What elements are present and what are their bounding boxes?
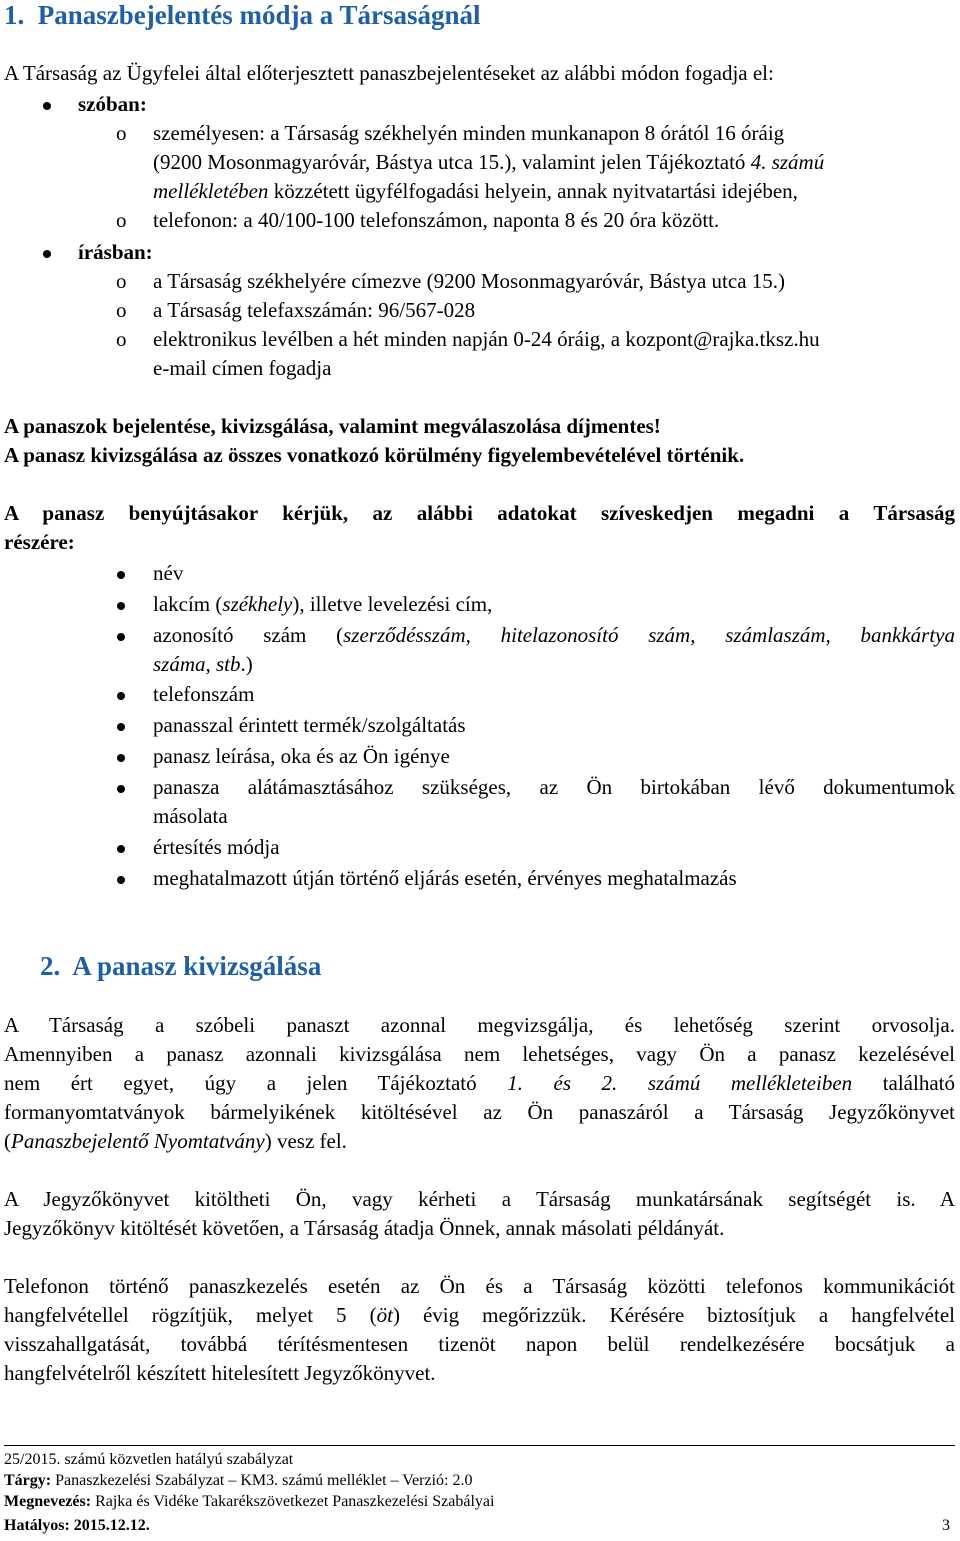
free-of-charge-statement: A panaszok bejelentése, kivizsgálása, valamint megválaszolása díjmentes! [4,414,661,438]
paragraph3-line1: Telefonon történő panaszkezelés esetén az Ön és a Társaság közötti telefonos kommunikációt [4,1274,955,1298]
footer-effective-date: Hatályos: 2015.12.12. [4,1517,150,1534]
list-item-authorization: meghatalmazott útján történő eljárás esetén, érvényes meghatalmazás [153,866,737,890]
written-item3-line2: e-mail címen fogadja [153,356,332,380]
circle-bullet-icon: o [116,327,127,351]
oral-item1-line2: (9200 Mosonmagyaróvár, Bástya utca 15.), valamint jelen Tájékoztató 4. számú [153,150,825,174]
list-item-address: lakcím (székhely), illetve levelezési cím, [153,592,493,616]
list-item-phone: telefonszám [153,682,255,706]
list-item-name: név [153,561,184,585]
oral-item2: telefonon: a 40/100-100 telefonszámon, naponta 8 és 20 óra között. [153,208,720,232]
list-item-notification: értesítés módja [153,835,280,859]
bullet-icon [117,602,125,610]
written-item3-line1: elektronikus levélben a hét minden napján 0-24 óráig, a kozpont@rajka.tksz.hu [153,327,820,351]
paragraph1-line4: formanyomtatványok bármelyikének kitöltésével az Ön panaszáról a Társaság Jegyzőkönyvet [4,1100,955,1124]
page-number: 3 [942,1517,950,1534]
bullet-icon [117,876,125,884]
bullet-icon [117,692,125,700]
bullet-icon [117,723,125,731]
bullet-icon [43,250,51,258]
request-line2: részére: [4,530,75,554]
intro-text: A Társaság az Ügyfelei által előterjesztett panaszbejelentéseket az alábbi módon fogadja el: [4,61,774,85]
section1-title: Panaszbejelentés módja a Társaságnál [37,0,481,30]
section2-number: 2. [40,951,61,981]
circle-bullet-icon: o [116,121,127,145]
paragraph1-line3: nem ért egyet, úgy a jelen Tájékoztató 1. és 2. számú mellékleteiben található [4,1071,955,1095]
list-item-id-line2: száma, stb.) [153,652,253,676]
paragraph1-line1: A Társaság a szóbeli panaszt azonnal megvizsgálja, és lehetőség szerint orvosolja. [4,1013,955,1037]
circle-bullet-icon: o [116,269,127,293]
footer-divider [4,1445,955,1446]
section1-heading [4,0,481,31]
written-label: írásban: [78,240,153,264]
paragraph1-line5: (Panaszbejelentő Nyomtatvány) vesz fel. [4,1129,347,1153]
circle-bullet-icon: o [116,208,127,232]
investigation-statement: A panasz kivizsgálása az összes vonatkozó körülmény figyelembevételével történik. [4,443,745,467]
written-item1: a Társaság székhelyére címezve (9200 Mosonmagyaróvár, Bástya utca 15.) [153,269,786,293]
paragraph3-line3: visszahallgatását, továbbá térítésmentesen tizenöt napon belül rendelkezésére bocsátjuk a [4,1332,955,1356]
footer-subject: Tárgy: Panaszkezelési Szabályzat – KM3. számú melléklet – Verzió: 2.0 [4,1472,473,1489]
oral-label: szóban: [78,92,147,116]
paragraph1-line2: Amennyiben a panasz azonnali kivizsgálása nem lehetséges, vagy Ön a panasz kezelésével [4,1042,955,1066]
section2-heading [40,951,321,982]
request-line1: A panasz benyújtásakor kérjük, az alábbi adatokat szíveskedjen megadni a Társaság [4,501,955,525]
list-item-product: panasszal érintett termék/szolgáltatás [153,713,466,737]
bullet-icon [117,785,125,793]
written-item2: a Társaság telefaxszámán: 96/567-028 [153,298,476,322]
circle-bullet-icon: o [116,298,127,322]
list-item-documents-line1: panasza alátámasztásához szükséges, az Ön birtokában lévő dokumentumok [153,775,955,799]
bullet-icon [117,845,125,853]
bullet-icon [117,571,125,579]
section1-number: 1. [4,0,25,30]
paragraph3-line2: hangfelvétellel rögzítjük, melyet 5 (öt) évig megőrizzük. Kérésére biztosítjuk a hangfelvétel [4,1303,955,1327]
footer-name: Megnevezés: Rajka és Vidéke Takarékszövetkezet Panaszkezelési Szabályai [4,1493,495,1510]
oral-item1-line3: mellékletében közzétett ügyfélfogadási helyein, annak nyitvatartási idejében, [153,179,798,203]
paragraph3-line4: hangfelvételről készített hitelesített Jegyzőkönyvet. [4,1361,436,1385]
section2-title: A panasz kivizsgálása [72,951,322,981]
bullet-icon [117,754,125,762]
list-item-documents-line2: másolata [153,804,228,828]
bullet-icon [43,102,51,110]
oral-item1-line1: személyesen: a Társaság székhelyén minden munkanapon 8 órától 16 óráig [153,121,785,145]
footer-regulation: 25/2015. számú közvetlen hatályú szabályzat [4,1451,294,1468]
bullet-icon [117,633,125,641]
paragraph2-line2: Jegyzőkönyv kitöltését követően, a Társaság átadja Önnek, annak másolati példányát. [4,1216,725,1240]
list-item-description: panasz leírása, oka és az Ön igénye [153,744,450,768]
paragraph2-line1: A Jegyzőkönyvet kitöltheti Ön, vagy kérheti a Társaság munkatársának segítségét is. A [4,1187,955,1211]
list-item-id-line1: azonosító szám (szerződésszám, hitelazonosító szám, számlaszám, bankkártya [153,623,956,647]
